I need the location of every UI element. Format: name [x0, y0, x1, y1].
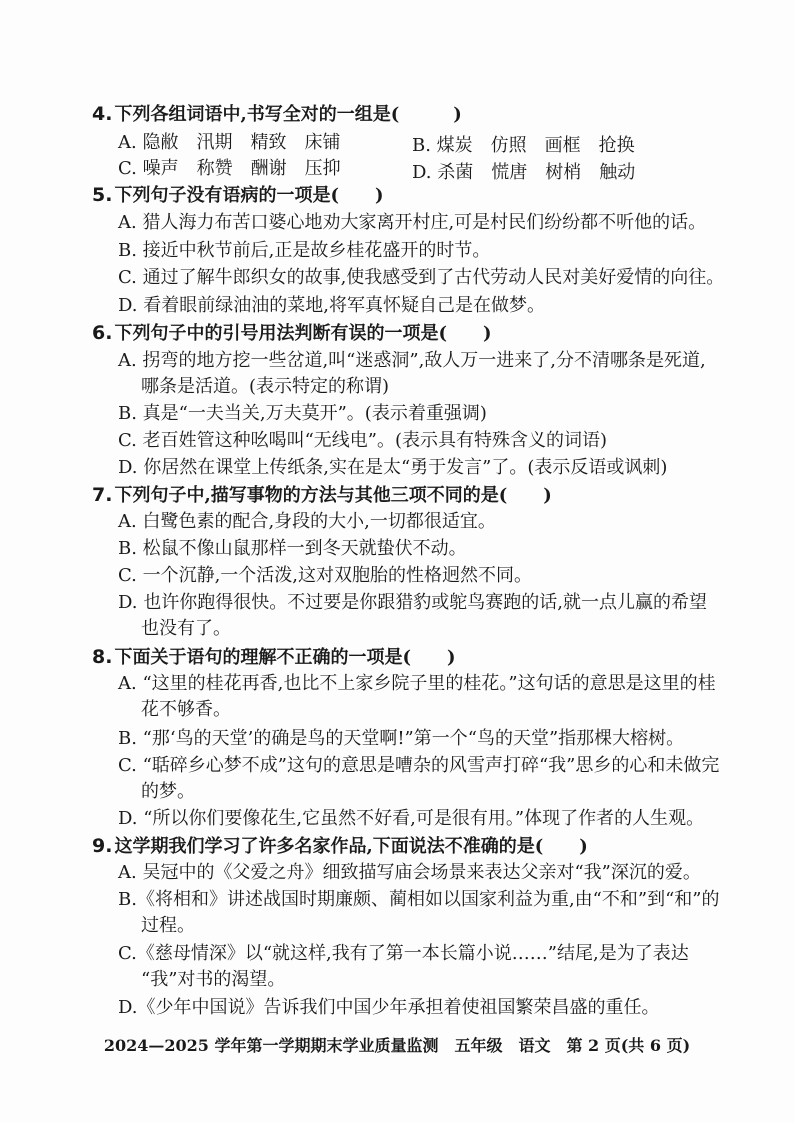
question-9-option-c: C.《慈母情深》以“就这样,我有了第一本长篇小说……”结尾,是为了表达 — [118, 943, 689, 964]
question-6-option-c: C. 老百姓管这种吆喝叫“无线电”。(表示具有特殊含义的词语) — [118, 430, 608, 451]
question-5-text: 下列句子没有语病的一项是( ) — [114, 185, 384, 206]
question-5-option-c: C. 通过了解牛郎织女的故事,使我感受到了古代劳动人民对美好爱情的向往。 — [118, 267, 725, 288]
question-4-option-d: D. 杀菌 慌唐 树梢 触动 — [412, 162, 636, 183]
question-9-number: 9. — [92, 835, 113, 857]
question-6-option-d: D. 你居然在课堂上传纸条,实在是太“勇于发言”了。(表示反语或讽刺) — [118, 457, 668, 478]
question-7-option-d-cont: 也没有了。 — [141, 618, 231, 639]
question-8-number: 8. — [92, 646, 113, 668]
question-5-stem — [92, 183, 384, 208]
question-4-option-b: B. 煤炭 仿照 画框 抢换 — [412, 135, 635, 156]
question-5-option-b: B. 接近中秋节前后,正是故乡桂花盛开的时节。 — [118, 240, 491, 261]
question-5-option-a: A. 猎人海力布苦口婆心地劝大家离开村庄,可是村民们纷纷都不听他的话。 — [118, 212, 707, 233]
question-8-option-a: A. “这里的桂花再香,也比不上家乡院子里的桂花。”这句话的意思是这里的桂 — [118, 673, 716, 694]
question-6-number: 6. — [92, 322, 113, 344]
question-4-option-c: C. 噪声 称赞 酬谢 压抑 — [118, 158, 341, 179]
question-9-option-d: D.《少年中国说》告诉我们中国少年承担着使祖国繁荣昌盛的重任。 — [118, 997, 660, 1018]
question-8-option-c: C. “聒碎乡心梦不成”这句的意思是嘈杂的风雪声打碎“我”思乡的心和未做完 — [118, 755, 720, 776]
question-7-number: 7. — [92, 484, 113, 506]
question-6-option-a: A. 拐弯的地方挖一些岔道,叫“迷惑洞”,敌人万一进来了,分不清哪条是死道, — [118, 350, 706, 371]
question-8-option-d: D. “所以你们要像花生,它虽然不好看,可是很有用。”体现了作者的人生观。 — [118, 808, 705, 829]
question-7-option-c: C. 一个沉静,一个活泼,这对双胞胎的性格迥然不同。 — [118, 565, 533, 586]
question-6-stem — [92, 321, 491, 346]
question-8-option-c-cont: 的梦。 — [141, 781, 195, 802]
question-8-stem — [92, 645, 456, 670]
question-4-stem — [92, 102, 462, 127]
question-7-option-b: B. 松鼠不像山鼠那样一到冬天就蛰伏不动。 — [118, 538, 467, 559]
question-9-option-c-cont: “我”对书的渴望。 — [141, 969, 286, 990]
page-footer: 2024—2025 学年第一学期期末学业质量监测 五年级 语文 第 2 页(共 6 页) — [103, 1036, 691, 1055]
question-9-stem — [92, 834, 588, 859]
question-9-option-b: B.《将相和》讲述战国时期廉颇、蔺相如以国家利益为重,由“不和”到“和”的 — [118, 889, 720, 910]
question-9-text: 这学期我们学习了许多名家作品,下面说法不准确的是( ) — [114, 836, 588, 857]
question-5-number: 5. — [92, 184, 113, 206]
question-7-stem — [92, 483, 552, 508]
question-8-option-a-cont: 花不够香。 — [141, 699, 231, 720]
question-5-option-d: D. 看着眼前绿油油的菜地,将军真怀疑自己是在做梦。 — [118, 295, 545, 316]
question-8-option-b: B. “那‘鸟的天堂’的确是鸟的天堂啊!”第一个“鸟的天堂”指那棵大榕树。 — [118, 728, 685, 749]
question-4-number: 4. — [92, 103, 113, 125]
question-4-text: 下列各组词语中,书写全对的一组是( ) — [114, 104, 462, 125]
question-8-text: 下面关于语句的理解不正确的一项是( ) — [114, 647, 456, 668]
question-9-option-b-cont: 过程。 — [141, 915, 195, 936]
question-7-text: 下列句子中,描写事物的方法与其他三项不同的是( ) — [114, 485, 552, 506]
question-4-option-a: A. 隐敝 汛期 精致 床铺 — [118, 132, 341, 153]
question-6-option-a-cont: 哪条是活道。(表示特定的称谓) — [141, 376, 390, 397]
question-6-text: 下列句子中的引号用法判断有误的一项是( ) — [114, 323, 492, 344]
question-9-option-a: A. 吴冠中的《父爱之舟》细致描写庙会场景来表达父亲对“我”深沉的爱。 — [118, 862, 701, 883]
question-7-option-d: D. 也许你跑得很快。不过要是你跟猎豹或鸵鸟赛跑的话,就一点儿赢的希望 — [118, 592, 707, 613]
question-7-option-a: A. 白鹭色素的配合,身段的大小,一切都很适宜。 — [118, 511, 496, 532]
question-6-option-b: B. 真是“一夫当关,万夫莫开”。(表示着重强调) — [118, 403, 487, 424]
